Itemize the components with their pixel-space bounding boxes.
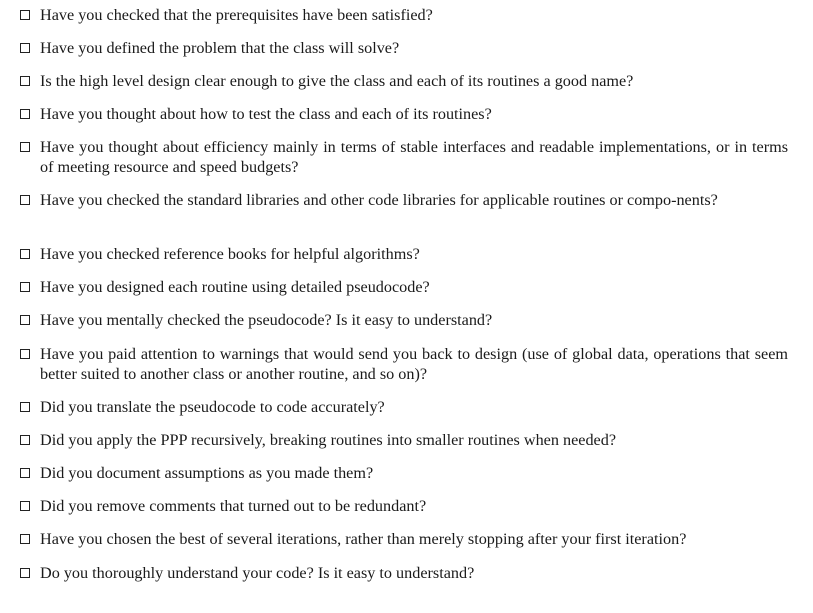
checklist-item	[20, 38, 788, 58]
checklist-item-text: Have you checked reference books for helpful algorithms?	[40, 245, 420, 263]
checklist-item	[20, 344, 788, 384]
checklist-item-text: Do you thoroughly understand your code? Is it easy to understand?	[40, 564, 475, 582]
checklist-item-text: Have you checked the standard libraries and other code libraries for applicable routines or compo-nents?	[40, 191, 718, 209]
checkbox[interactable]	[20, 195, 30, 205]
checkbox[interactable]	[20, 249, 30, 259]
checklist-item-text: Did you remove comments that turned out to be redundant?	[40, 497, 427, 515]
checklist-item	[20, 244, 788, 264]
checklist-item-text: Have you mentally checked the pseudocode? Is it easy to understand?	[40, 311, 493, 329]
checklist-item	[20, 137, 788, 177]
checklist-item	[20, 463, 788, 483]
checklist-item	[20, 190, 788, 210]
checklist-item-text: Have you defined the problem that the class will solve?	[40, 39, 400, 57]
checkbox[interactable]	[20, 315, 30, 325]
checklist-item	[20, 71, 788, 91]
checklist-item-text: Did you apply the PPP recursively, breaking routines into smaller routines when needed?	[40, 431, 617, 449]
checkbox[interactable]	[20, 568, 30, 578]
checkbox[interactable]	[20, 468, 30, 478]
checkbox[interactable]	[20, 435, 30, 445]
checkbox[interactable]	[20, 349, 30, 359]
checklist-item	[20, 310, 788, 330]
checkbox[interactable]	[20, 282, 30, 292]
checkbox[interactable]	[20, 43, 30, 53]
checkbox[interactable]	[20, 10, 30, 20]
checklist-item-text: Is the high level design clear enough to give the class and each of its routines a good name?	[40, 72, 634, 90]
checkbox[interactable]	[20, 534, 30, 544]
checklist-item-text: Have you designed each routine using detailed pseudocode?	[40, 278, 430, 296]
checkbox[interactable]	[20, 402, 30, 412]
checklist-item-text: Have you paid attention to warnings that would send you back to design (use of global data, operations that seem better suited to another class or another routine, and so on)?	[40, 345, 788, 383]
checklist-item-text: Did you document assumptions as you made them?	[40, 464, 374, 482]
checkbox[interactable]	[20, 109, 30, 119]
checklist-item	[20, 529, 788, 549]
checklist-item	[20, 397, 788, 417]
checklist-item	[20, 430, 788, 450]
checklist-item	[20, 277, 788, 297]
checklist-item	[20, 5, 788, 25]
checklist-item-text: Have you thought about how to test the class and each of its routines?	[40, 105, 492, 123]
checklist-item-text: Did you translate the pseudocode to code accurately?	[40, 398, 385, 416]
checklist-item	[20, 496, 788, 516]
checklist-item-text: Have you chosen the best of several iterations, rather than merely stopping after your first iteration?	[40, 530, 687, 548]
checklist-item-text: Have you checked that the prerequisites have been satisfied?	[40, 6, 433, 24]
checkbox[interactable]	[20, 501, 30, 511]
checklist-item-text: Have you thought about efficiency mainly in terms of stable interfaces and readable implementations, or in terms of meeting resource and speed budgets?	[40, 138, 788, 176]
checklist-item	[20, 104, 788, 124]
checkbox[interactable]	[20, 76, 30, 86]
checklist-item	[20, 563, 788, 583]
checkbox[interactable]	[20, 142, 30, 152]
